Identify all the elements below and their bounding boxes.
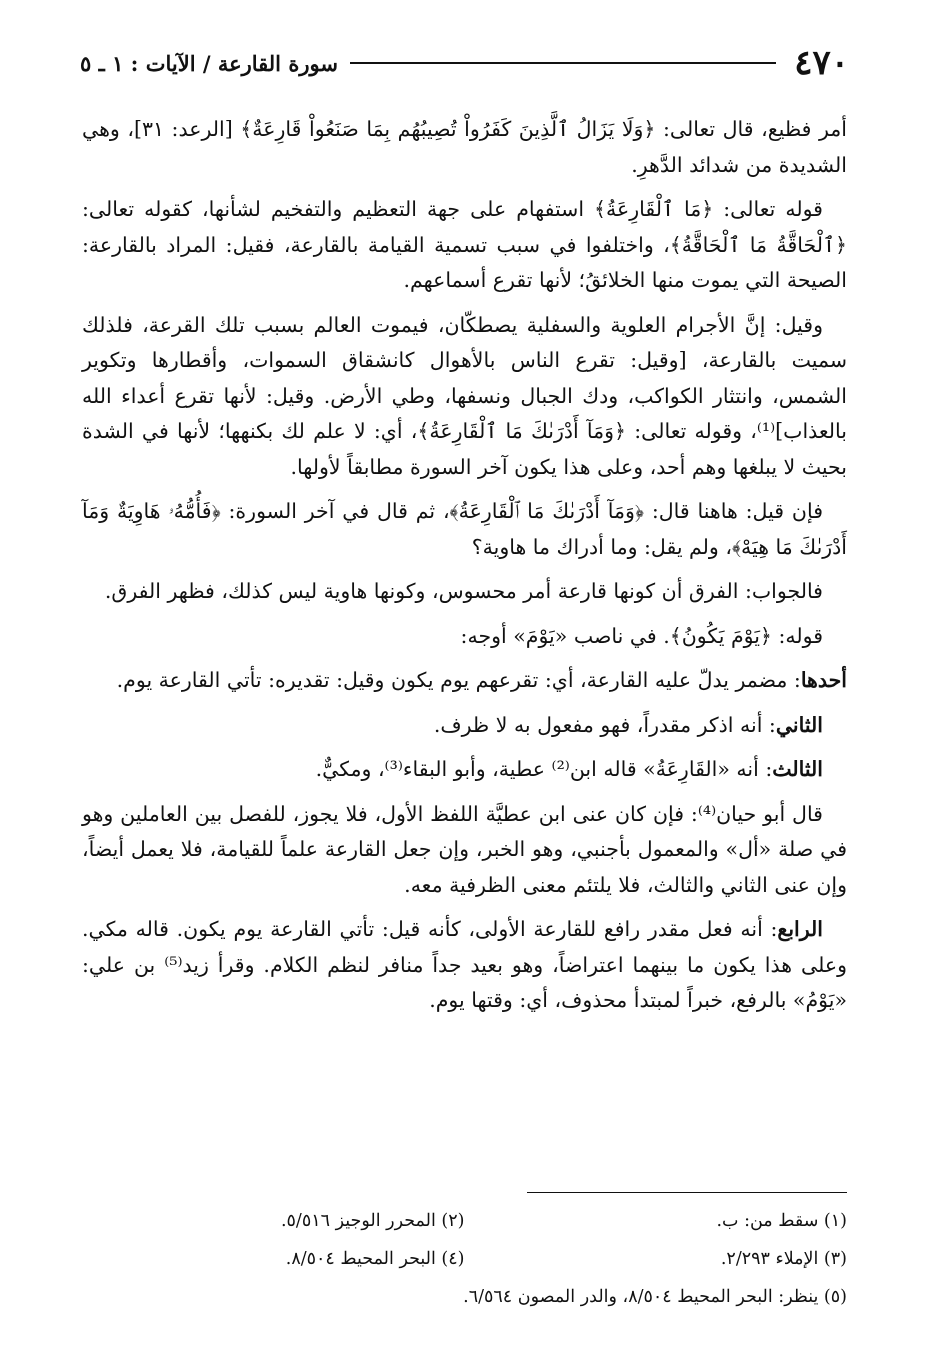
paragraph-text: فإن قيل: هاهنا قال: ﴿وَمَآ أَدْرَىٰكَ مَا ٱلْقَارِعَةُ﴾، ثم قال في آخر السورة: ﴿فَأُمُّهُۥ هَاوِيَةٌ وَمَآ أَدْرَىٰكَ مَا هِيَهْ﴾، ولم يقل: وما أدراك ما هاوية؟ bbox=[82, 499, 847, 559]
paragraph-text: : أنه «القَارِعَةُ» قاله ابن⁽²⁾ عطية، وأبو البقاء⁽³⁾، ومكيٌّ. bbox=[315, 757, 773, 781]
paragraph bbox=[82, 619, 847, 655]
paragraph-text: أمر فظيع، قال تعالى: ﴿وَلَا يَزَالُ ٱلَّذِينَ كَفَرُواْ تُصِيبُهُم بِمَا صَنَعُواْ قَارِعَةٌ﴾ [الرعد: ٣١]، وهي الشديدة من شدائد الدَّهرِ. bbox=[82, 117, 847, 177]
paragraph-text: : أنه فعل مقدر رافع للقارعة الأولى، كأنه قيل: تأتي القارعة يوم يكون. قاله مكي. وعلى هذا يكون ما بينهما اعتراضاً، وهو بعيد جداً منافر لنظم الكلام. وقرأ زيد⁽⁵⁾ بن علي: «يَوْمُ» بالرفع، خبراً لمبتدأ محذوف، أي: وقتها يوم. bbox=[82, 917, 848, 1012]
paragraph bbox=[82, 797, 847, 904]
footnote-4: (٤) البحر المحيط ٨/٥٠٤. bbox=[285, 1249, 465, 1269]
paragraph bbox=[82, 663, 847, 699]
paragraph bbox=[82, 708, 847, 744]
main-text bbox=[82, 112, 847, 1028]
page-number: ٤٧٠ bbox=[794, 43, 849, 83]
paragraph-text: قوله تعالى: ﴿مَا ٱلْقَارِعَةُ﴾ استفهام على جهة التعظيم والتفخيم لشأنها، كقوله تعالى: ﴿ٱلْحَاقَّةُ مَا ٱلْحَاقَّةُ﴾، واختلفوا في سبب تسمية القيامة بالقارعة، فقيل: المراد بالقارعة: الصيحة التي يموت منها الخلائقُ؛ لأنها تقرع أسماعهم. bbox=[82, 197, 847, 292]
paragraph bbox=[82, 752, 847, 788]
paragraph-lead: الرابع bbox=[777, 917, 823, 941]
footnote-divider bbox=[527, 1192, 847, 1193]
paragraph-lead: أحدها bbox=[800, 668, 847, 692]
footnotes bbox=[82, 1202, 847, 1316]
footnote-row bbox=[82, 1278, 847, 1316]
paragraph-text: وقيل: إنَّ الأجرام العلوية والسفلية يصطكّان، فيموت العالم بسبب تلك القرعة، فلذلك سميت بالقارعة، [وقيل: تقرع الناس بالأهوال كانشقاق السموات، وأقطارها وتكوير الشمس، وانتثار الكواكب، ودك الجبال ونسفها، وطي الأرض. وقيل: لأنها تقرع أعداء الله بالعذاب]⁽¹⁾، وقوله تعالى: ﴿وَمَآ أَدْرَىٰكَ مَا ٱلْقَارِعَةُ﴾، أي: لا علم لك بكنهها؛ لأنها في الشدة بحيث لا يبلغها وهم أحد، وعلى هذا يكون آخر السورة مطابقاً لأولها. bbox=[82, 312, 847, 479]
paragraph bbox=[82, 912, 847, 1019]
footnote-5: (٥) ينظر: البحر المحيط ٨/٥٠٤، والدر المصون ٦/٥٦٤. bbox=[463, 1287, 847, 1307]
paragraph-lead: الثاني bbox=[775, 712, 823, 737]
paragraph bbox=[82, 574, 847, 610]
footnote-1: (١) سقط من: ب. bbox=[716, 1211, 847, 1231]
paragraph-text: : أنه اذكر مقدراً، فهو مفعول به لا ظرف. bbox=[433, 712, 776, 737]
paragraph-text: : مضمر يدلّ عليه القارعة، أي: تقرعهم يوم يكون وقيل: تقديره: تأتي القارعة يوم. bbox=[116, 668, 801, 692]
paragraph-lead: الثالث bbox=[772, 757, 823, 781]
paragraph bbox=[82, 112, 847, 183]
footnote-2: (٢) المحرر الوجيز ٥/٥١٦. bbox=[280, 1211, 465, 1231]
header-rule bbox=[350, 62, 776, 64]
footnote-row bbox=[82, 1202, 847, 1240]
paragraph bbox=[82, 192, 847, 299]
footnote-row bbox=[82, 1240, 847, 1278]
paragraph-text: قوله: ﴿يَوْمَ يَكُونُ﴾. في ناصب «يَوْمَ» أوجه: bbox=[460, 623, 823, 648]
paragraph-text: قال أبو حيان⁽⁴⁾: فإن كان عنى ابن عطيَّة اللفظ الأول، فلا يجوز، للفصل بين العاملين وهو في صلة «أل» والمعمول بأجنبي، وهو الخبر، وإن جعل القارعة علماً للقيامة، فلا يعمل أيضاً، وإن عنى الثاني والثالث، فلا يلتئم معنى الظرفية معه. bbox=[82, 801, 847, 897]
paragraph-text: فالجواب: الفرق أن كونها قارعة أمر محسوس، وكونها هاوية ليس كذلك، فظهر الفرق. bbox=[104, 579, 823, 603]
paragraph bbox=[82, 308, 847, 486]
paragraph bbox=[82, 494, 847, 565]
footnote-3: (٣) الإملاء ٢/٢٩٣. bbox=[720, 1249, 847, 1269]
page-header bbox=[80, 40, 849, 86]
surah-title: سورة القارعة / الآيات : ١ ـ ٥ bbox=[80, 50, 338, 76]
